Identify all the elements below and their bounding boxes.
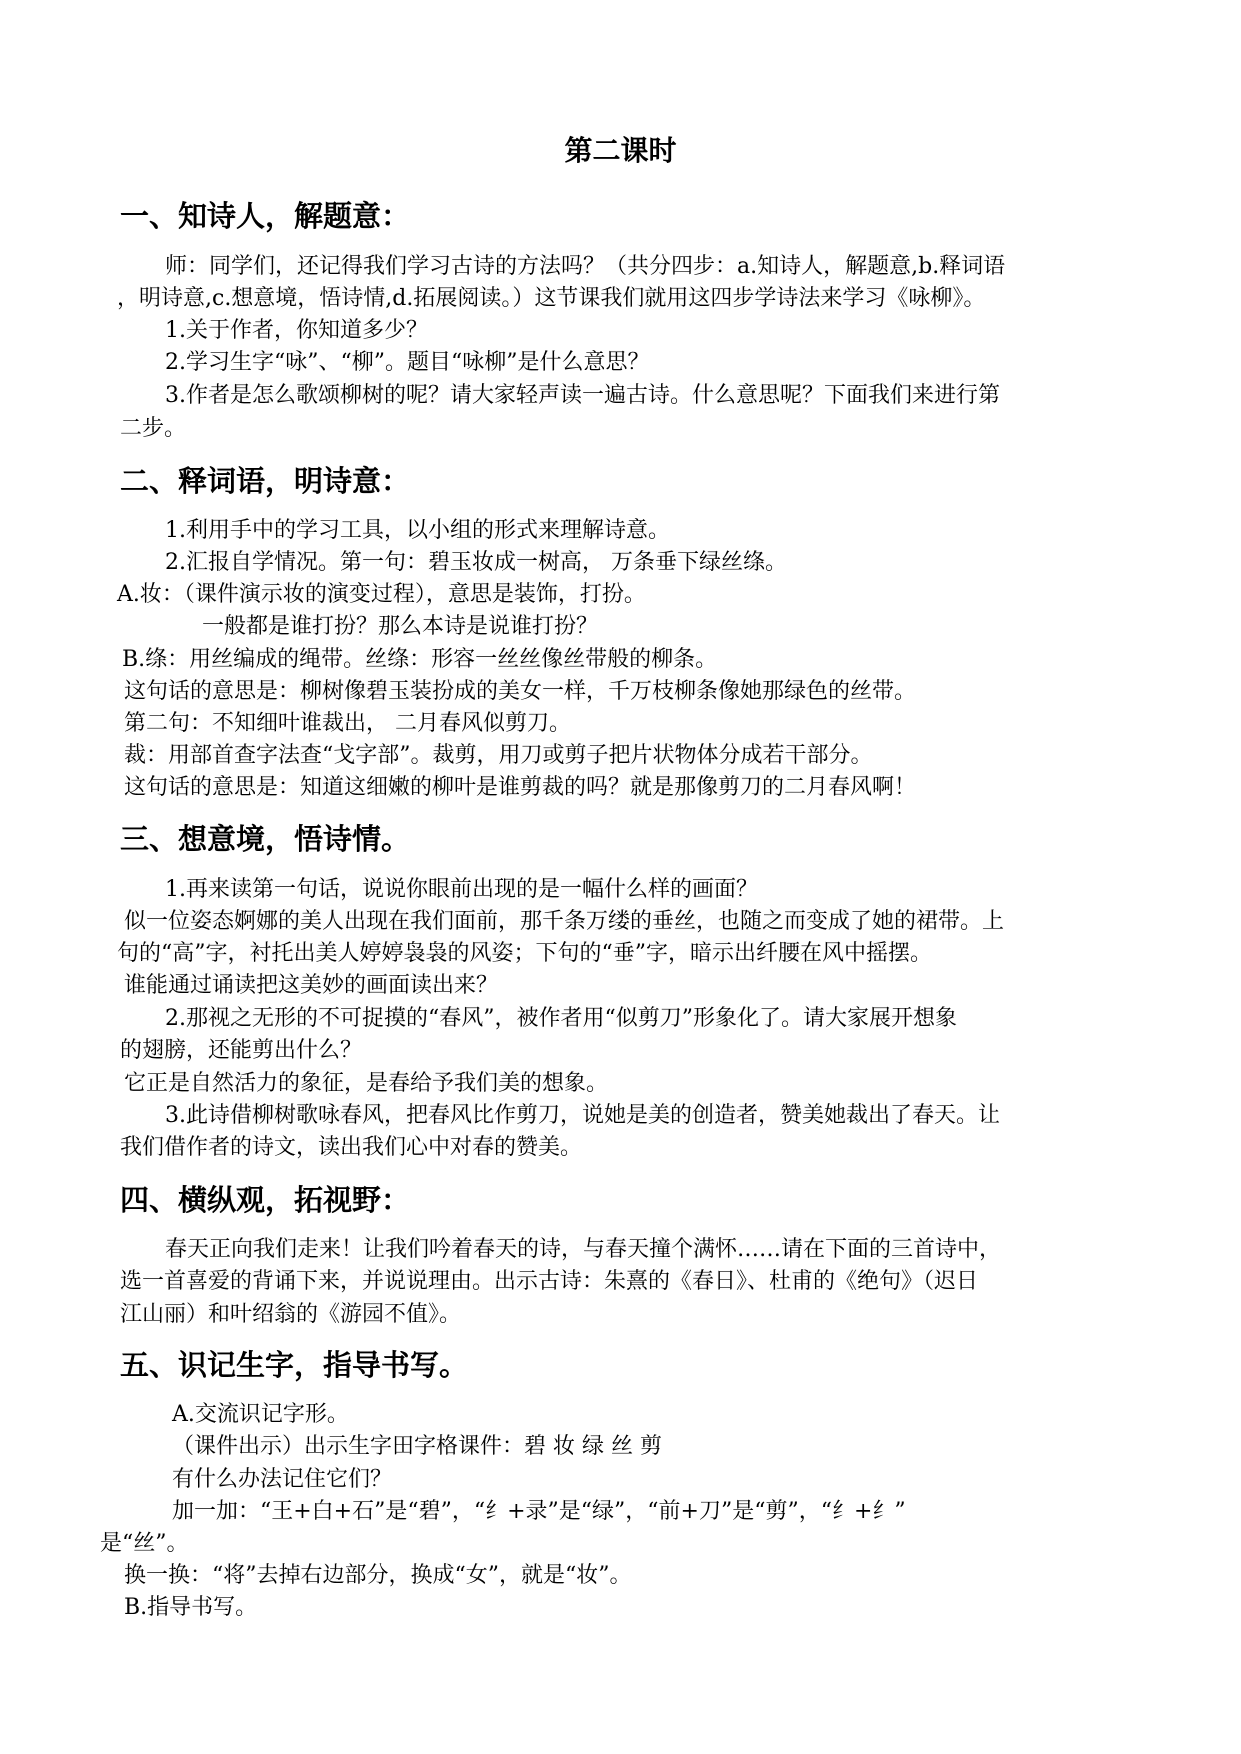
paragraph-line: 1.再来读第一句话，说说你眼前出现的是一幅什么样的画面？ bbox=[165, 877, 758, 902]
paragraph-line: 换一换：“将”去掉右边部分，换成“女”，就是“妆”。 bbox=[124, 1563, 632, 1588]
paragraph-line: 似一位姿态婀娜的美人出现在我们面前，那千条万缕的垂丝，也随之而变成了她的裙带。上 bbox=[124, 909, 1005, 934]
paragraph-line: 二步。 bbox=[120, 416, 187, 441]
paragraph-line: 谁能通过诵读把这美妙的画面读出来？ bbox=[124, 973, 499, 998]
paragraph-line: 2.学习生字“咏”、“柳”。题目“咏柳”是什么意思？ bbox=[165, 350, 650, 375]
paragraph-line: 2.汇报自学情况。第一句：碧玉妆成一树高， 万条垂下绿丝绦。 bbox=[165, 550, 787, 575]
section-heading-2: 二、释词语，明诗意： bbox=[120, 464, 411, 498]
paragraph-line: 句的“高”字，衬托出美人婷婷袅袅的风姿；下句的“垂”字，暗示出纤腰在风中摇摆。 bbox=[117, 941, 932, 966]
paragraph-line: 春天正向我们走来！让我们吟着春天的诗，与春天撞个满怀……请在下面的三首诗中， bbox=[165, 1237, 1002, 1262]
paragraph-line: 1.关于作者，你知道多少？ bbox=[165, 318, 428, 343]
paragraph-line: A.交流识记字形。 bbox=[172, 1402, 349, 1427]
paragraph-line: A.妆：（课件演示妆的演变过程），意思是装饰，打扮。 bbox=[117, 582, 646, 607]
paragraph-line: 这句话的意思是：柳树像碧玉装扮成的美女一样，千万枝柳条像她那绿色的丝带。 bbox=[124, 679, 917, 704]
paragraph-line: 裁：用部首查字法查“戈字部”。裁剪，用刀或剪子把片状物体分成若干部分。 bbox=[124, 743, 873, 768]
paragraph-line: 我们借作者的诗文，读出我们心中对春的赞美。 bbox=[120, 1135, 583, 1160]
paragraph-line: 江山丽）和叶绍翁的《游园不值》。 bbox=[120, 1302, 462, 1327]
paragraph-line: B.绦：用丝编成的绳带。丝绦：形容一丝丝像丝带般的柳条。 bbox=[122, 647, 718, 672]
section-heading-3: 三、想意境，悟诗情。 bbox=[120, 822, 411, 856]
paragraph-line: 2.那视之无形的不可捉摸的“春风”，被作者用“似剪刀”形象化了。请大家展开想象 bbox=[165, 1006, 957, 1031]
paragraph-line: B.指导书写。 bbox=[124, 1595, 258, 1620]
paragraph-line: 1.利用手中的学习工具，以小组的形式来理解诗意。 bbox=[165, 518, 670, 543]
section-heading-1: 一、知诗人，解题意： bbox=[120, 199, 411, 233]
paragraph-line: 是“丝”。 bbox=[100, 1531, 189, 1556]
paragraph-line: 的翅膀，还能剪出什么？ bbox=[120, 1038, 363, 1063]
paragraph-line: 师：同学们，还记得我们学习古诗的方法吗？（共分四步：a.知诗人，解题意,b.释词语 bbox=[165, 254, 1006, 279]
section-heading-5: 五、识记生字，指导书写。 bbox=[120, 1348, 469, 1382]
paragraph-line: （课件出示）出示生字田字格课件：碧 妆 绿 丝 剪 bbox=[172, 1434, 662, 1459]
paragraph-line: 3.此诗借柳树歌咏春风，把春风比作剪刀，说她是美的创造者，赞美她裁出了春天。让 bbox=[165, 1103, 1000, 1128]
paragraph-line: 这句话的意思是：知道这细嫩的柳叶是谁剪裁的吗？就是那像剪刀的二月春风啊！ bbox=[124, 775, 917, 800]
paragraph-line: 一般都是谁打扮？那么本诗是说谁打扮？ bbox=[202, 614, 599, 639]
paragraph-line: 3.作者是怎么歌颂柳树的呢？请大家轻声读一遍古诗。什么意思呢？下面我们来进行第 bbox=[165, 383, 1000, 408]
section-heading-4: 四、横纵观，拓视野： bbox=[120, 1183, 411, 1217]
page-title: 第二课时 bbox=[564, 134, 677, 167]
paragraph-line: 第二句：不知细叶谁裁出， 二月春风似剪刀。 bbox=[124, 711, 571, 736]
paragraph-line: 选一首喜爱的背诵下来，并说说理由。出示古诗：朱熹的《春日》、杜甫的《绝句》（迟日 bbox=[120, 1269, 979, 1294]
paragraph-line: ，明诗意,c.想意境，悟诗情,d.拓展阅读。）这节课我们就用这四步学诗法来学习《咏柳》。 bbox=[117, 286, 986, 311]
paragraph-line: 有什么办法记住它们？ bbox=[172, 1467, 393, 1492]
paragraph-line: 加一加：“王+白+石”是“碧”，“纟+录”是“绿”，“前+刀”是“剪”，“纟+纟” bbox=[172, 1499, 906, 1524]
paragraph-line: 它正是自然活力的象征，是春给予我们美的想象。 bbox=[124, 1071, 609, 1096]
